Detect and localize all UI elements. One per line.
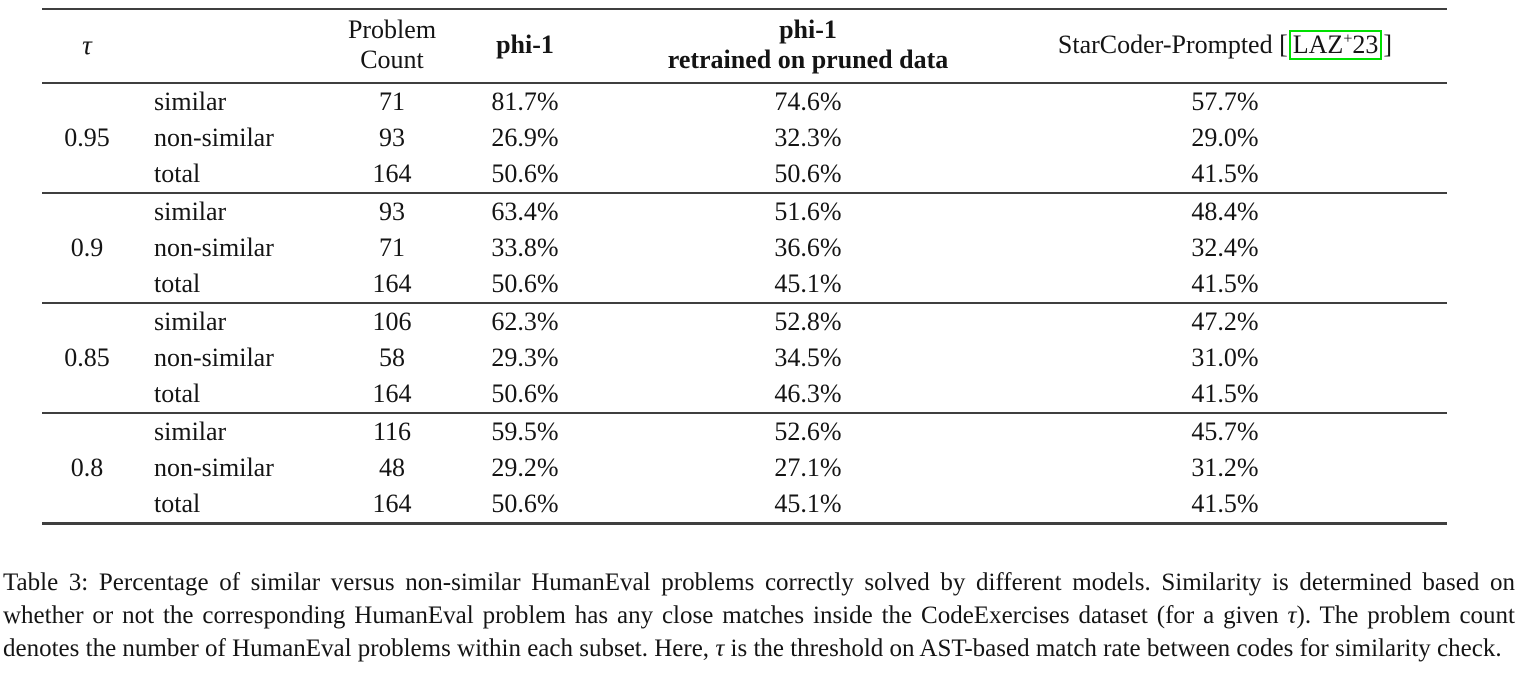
table-caption	[3, 566, 1515, 665]
table-row	[42, 303, 1447, 340]
table-row	[42, 230, 1447, 266]
starcoder-value: 31.2%	[1191, 453, 1259, 482]
caption-text: is the threshold on AST-based match rate between codes for similarity check.	[724, 635, 1502, 662]
citation-bracket-open: [	[1279, 30, 1288, 59]
table-header-row	[42, 9, 1447, 83]
subset-label: similar	[154, 197, 227, 226]
starcoder-value: 41.5%	[1191, 269, 1259, 298]
problem-count-value: 93	[379, 123, 405, 152]
problem-count-value: 93	[379, 197, 405, 226]
header-problem-count-line1: Problem	[347, 15, 437, 44]
tau-symbol: τ	[1287, 602, 1297, 629]
header-phi1-retrained-line2: retrained on pruned data	[667, 45, 949, 74]
subset-label: total	[154, 489, 201, 518]
header-phi1: phi-1	[496, 30, 554, 59]
retrained-value: 52.6%	[774, 417, 842, 446]
retrained-value: 27.1%	[774, 453, 842, 482]
citation-superscript: +	[1343, 30, 1353, 48]
problem-count-value: 58	[379, 343, 405, 372]
citation-link[interactable]	[1289, 30, 1383, 60]
subset-label: similar	[154, 307, 227, 336]
tau-value-cell: 0.85	[64, 343, 110, 372]
retrained-value: 51.6%	[774, 197, 842, 226]
phi1-value: 81.7%	[491, 87, 559, 116]
caption-text: Table 3: Percentage of similar versus non-similar HumanEval problems correctly solved by different models. Similarity is determined based on whether or not the corresponding HumanEval problem has any close matches inside the CodeExercises dataset (for a given	[3, 569, 1515, 629]
table-row	[42, 486, 1447, 524]
subset-label: non-similar	[154, 343, 274, 372]
starcoder-label: StarCoder-Prompted	[1057, 30, 1273, 59]
table-row	[42, 83, 1447, 120]
starcoder-value: 45.7%	[1191, 417, 1259, 446]
phi1-value: 29.3%	[491, 343, 559, 372]
phi1-value: 33.8%	[491, 233, 559, 262]
group-tau-0.95	[42, 83, 1447, 193]
starcoder-value: 29.0%	[1191, 123, 1259, 152]
retrained-value: 32.3%	[774, 123, 842, 152]
phi1-value: 26.9%	[491, 123, 559, 152]
phi1-value: 50.6%	[491, 489, 559, 518]
phi1-value: 63.4%	[491, 197, 559, 226]
tau-value-cell: 0.9	[70, 233, 104, 262]
table-row	[42, 156, 1447, 193]
citation-bracket-close: ]	[1383, 30, 1393, 59]
retrained-value: 45.1%	[774, 489, 842, 518]
group-tau-0.8	[42, 413, 1447, 524]
problem-count-value: 164	[372, 159, 412, 188]
header-starcoder	[1003, 9, 1447, 83]
problem-count-value: 71	[379, 87, 405, 116]
problem-count-value: 48	[379, 453, 405, 482]
subset-label: similar	[154, 87, 227, 116]
subset-label: total	[154, 269, 201, 298]
starcoder-value: 41.5%	[1191, 489, 1259, 518]
header-phi1-retrained-line1: phi-1	[779, 15, 837, 44]
citation-year: 23	[1352, 30, 1379, 59]
problem-count-value: 71	[379, 233, 405, 262]
phi1-value: 50.6%	[491, 269, 559, 298]
phi1-value: 29.2%	[491, 453, 559, 482]
header-problem-count	[347, 9, 437, 83]
subset-label: non-similar	[154, 233, 274, 262]
phi1-value: 59.5%	[491, 417, 559, 446]
subset-label: non-similar	[154, 123, 274, 152]
problem-count-value: 164	[372, 489, 412, 518]
group-tau-0.85	[42, 303, 1447, 413]
subset-label: non-similar	[154, 453, 274, 482]
header-problem-count-line2: Count	[360, 45, 424, 74]
table-row	[42, 266, 1447, 303]
tau-symbol: τ	[82, 29, 92, 60]
problem-count-value: 106	[372, 307, 412, 336]
phi1-value: 62.3%	[491, 307, 559, 336]
starcoder-value: 57.7%	[1191, 87, 1259, 116]
retrained-value: 74.6%	[774, 87, 842, 116]
tau-value-cell: 0.8	[70, 453, 104, 482]
retrained-value: 46.3%	[774, 379, 842, 408]
table-row	[42, 376, 1447, 413]
phi1-value: 50.6%	[491, 379, 559, 408]
starcoder-value: 31.0%	[1191, 343, 1259, 372]
table-row	[42, 193, 1447, 230]
starcoder-value: 47.2%	[1191, 307, 1259, 336]
table-row	[42, 120, 1447, 156]
tau-symbol: τ	[715, 635, 725, 662]
starcoder-value: 41.5%	[1191, 159, 1259, 188]
retrained-value: 45.1%	[774, 269, 842, 298]
phi1-value: 50.6%	[491, 159, 559, 188]
table-row	[42, 340, 1447, 376]
table-row	[42, 450, 1447, 486]
retrained-value: 52.8%	[774, 307, 842, 336]
tau-value-cell: 0.95	[64, 123, 110, 152]
caption-text: ). The problem count denotes the number of HumanEval problems within each subset. Here,	[3, 602, 1515, 662]
subset-label: total	[154, 379, 201, 408]
header-subset	[132, 9, 347, 83]
retrained-value: 36.6%	[774, 233, 842, 262]
citation-text: LAZ	[1292, 30, 1344, 59]
problem-count-value: 116	[372, 417, 412, 446]
starcoder-value: 32.4%	[1191, 233, 1259, 262]
starcoder-value: 48.4%	[1191, 197, 1259, 226]
problem-count-value: 164	[372, 269, 412, 298]
problem-count-value: 164	[372, 379, 412, 408]
starcoder-value: 41.5%	[1191, 379, 1259, 408]
subset-label: similar	[154, 417, 227, 446]
retrained-value: 34.5%	[774, 343, 842, 372]
group-tau-0.9	[42, 193, 1447, 303]
results-table	[42, 8, 1447, 525]
header-tau	[42, 9, 132, 83]
header-phi1-retrained	[613, 9, 1003, 83]
subset-label: total	[154, 159, 201, 188]
table-row	[42, 413, 1447, 450]
retrained-value: 50.6%	[774, 159, 842, 188]
